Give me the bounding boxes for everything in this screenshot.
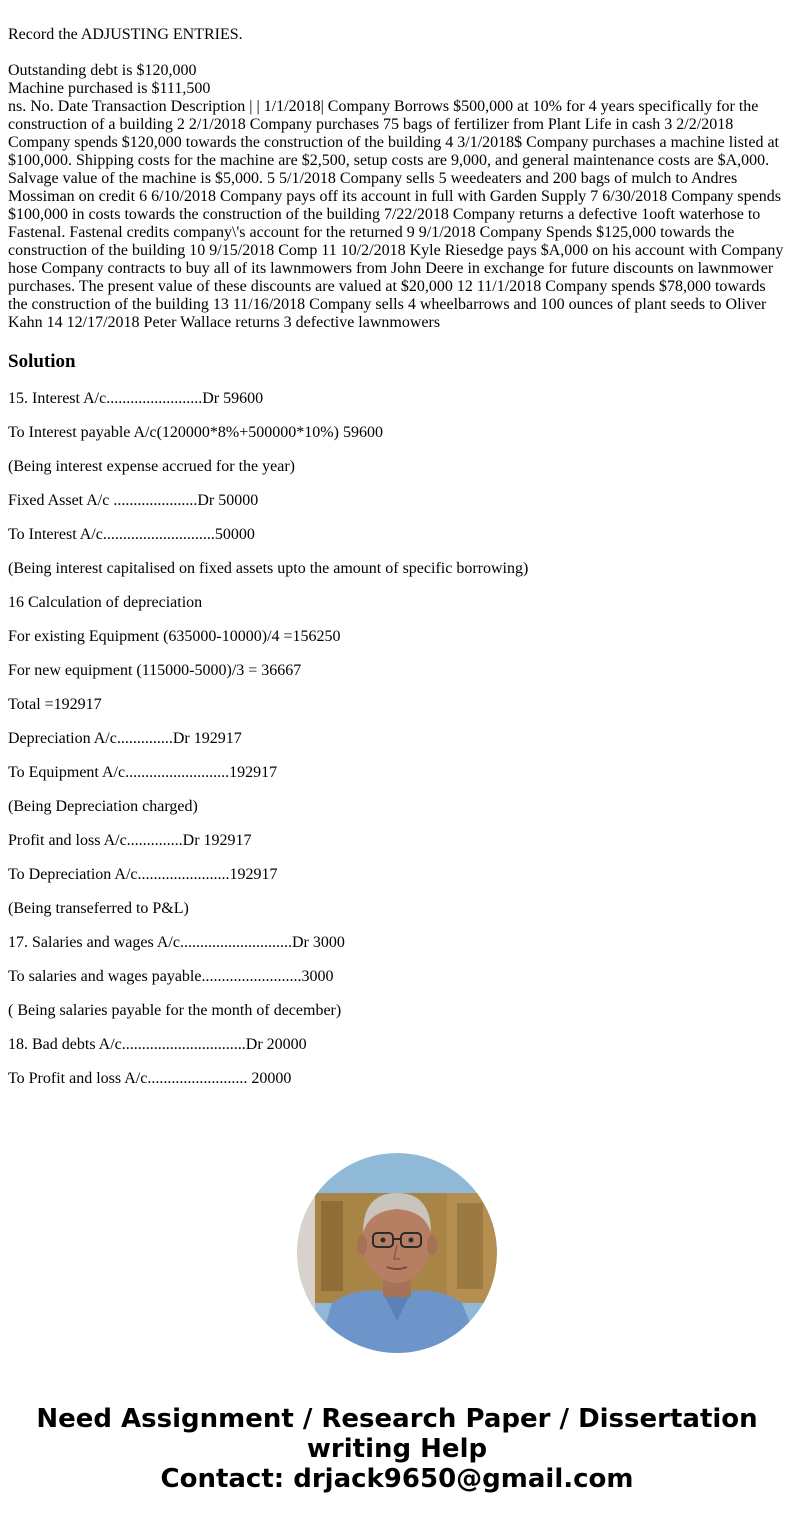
solution-line: (Being interest expense accrued for the year): [8, 458, 295, 475]
author-avatar: [297, 1153, 497, 1353]
footer-line: writing Help: [306, 1434, 488, 1464]
question-title: Record the ADJUSTING ENTRIES.: [8, 26, 243, 43]
solution-line: For new equipment (115000-5000)/3 = 36667: [8, 662, 302, 679]
solution-line: (Being interest capitalised on fixed assets upto the amount of specific borrowing): [8, 560, 529, 577]
solution-line: To salaries and wages payable.........................3000: [8, 968, 334, 985]
solution-line: To Interest payable A/c(120000*8%+500000*10%) 59600: [8, 424, 383, 441]
solution-line: Fixed Asset A/c .....................Dr 50000: [8, 492, 259, 509]
transaction-list: ns. No. Date Transaction Description | | 1/1/2018| Company Borrows $500,000 at 10% for 4 years specifically for the construction of a building 2 2/1/2018 Company purchases 75 bags of fertilizer from Plant Life in cash 3 2/2/2018 Company spends $120,000 towards the construction of the building 4 3/1/2018$ Company purchases a machine listed at $100,000. Shipping costs for the machine are $2,500, setup costs are 9,000, and general maintenance costs are $A,000. Salvage value of the machine is $5,000. 5 5/1/2018 Company sells 5 weedeaters and 200 bags of mulch to Andres Mossiman on credit 6 6/10/2018 Company pays off its account in full with Garden Supply 7 6/30/2018 Company spends $100,000 in costs towards the construction of the building 7/22/2018 Company returns a defective 1ooft waterhose to Fastenal. Fastenal credits company\'s account for the returned 9 9/1/2018 Company Spends $125,000 towards the construction of the building 10 9/15/2018 Comp 11 10/2/2018 Kyle Riesedge pays $A,000 on his account with Company hose Company contracts to buy all of its lawnmowers from John Deere in exchange for future discounts on lawnmower purchases. The present value of these discounts are valued at $20,000 12 11/1/2018 Company spends $78,000 towards the construction of the building 13 11/16/2018 Company sells 4 wheelbarrows and 100 ounces of plant seeds to Oliver Kahn 14 12/17/2018 Peter Wallace returns 3 defective lawnmowers: [8, 98, 784, 331]
solution-heading: Solution: [8, 351, 76, 372]
footer-contact: Contact: drjack9650@gmail.com: [160, 1464, 634, 1494]
solution-line: For existing Equipment (635000-10000)/4 =156250: [8, 628, 341, 645]
solution-line: To Profit and loss A/c......................... 20000: [8, 1070, 292, 1087]
solution-line: Total =192917: [8, 696, 102, 713]
question-text: [8, 26, 786, 332]
solution-line: (Being transeferred to P&L): [8, 900, 189, 917]
solution-body: [8, 390, 786, 1104]
solution-line: (Being Depreciation charged): [8, 798, 198, 815]
outstanding-debt: Outstanding debt is $120,000: [8, 62, 197, 79]
solution-line: Profit and loss A/c..............Dr 192917: [8, 832, 252, 849]
solution-line: To Interest A/c............................50000: [8, 526, 255, 543]
machine-purchased: Machine purchased is $111,500: [8, 80, 211, 97]
blank-line: [8, 44, 786, 62]
solution-line: 18. Bad debts A/c...............................Dr 20000: [8, 1036, 307, 1053]
solution-line: 15. Interest A/c........................Dr 59600: [8, 390, 264, 407]
solution-line: 17. Salaries and wages A/c............................Dr 3000: [8, 934, 345, 951]
solution-line: To Depreciation A/c.......................192917: [8, 866, 278, 883]
author-portrait-image: [297, 1153, 497, 1353]
solution-line: Depreciation A/c..............Dr 192917: [8, 730, 242, 747]
solution-line: To Equipment A/c..........................192917: [8, 764, 278, 781]
solution-line: ( Being salaries payable for the month of december): [8, 1002, 342, 1019]
footer-line: Need Assignment / Research Paper / Dissertation: [36, 1404, 758, 1434]
solution-line: 16 Calculation of depreciation: [8, 594, 203, 611]
footer-ad: [0, 1404, 794, 1494]
